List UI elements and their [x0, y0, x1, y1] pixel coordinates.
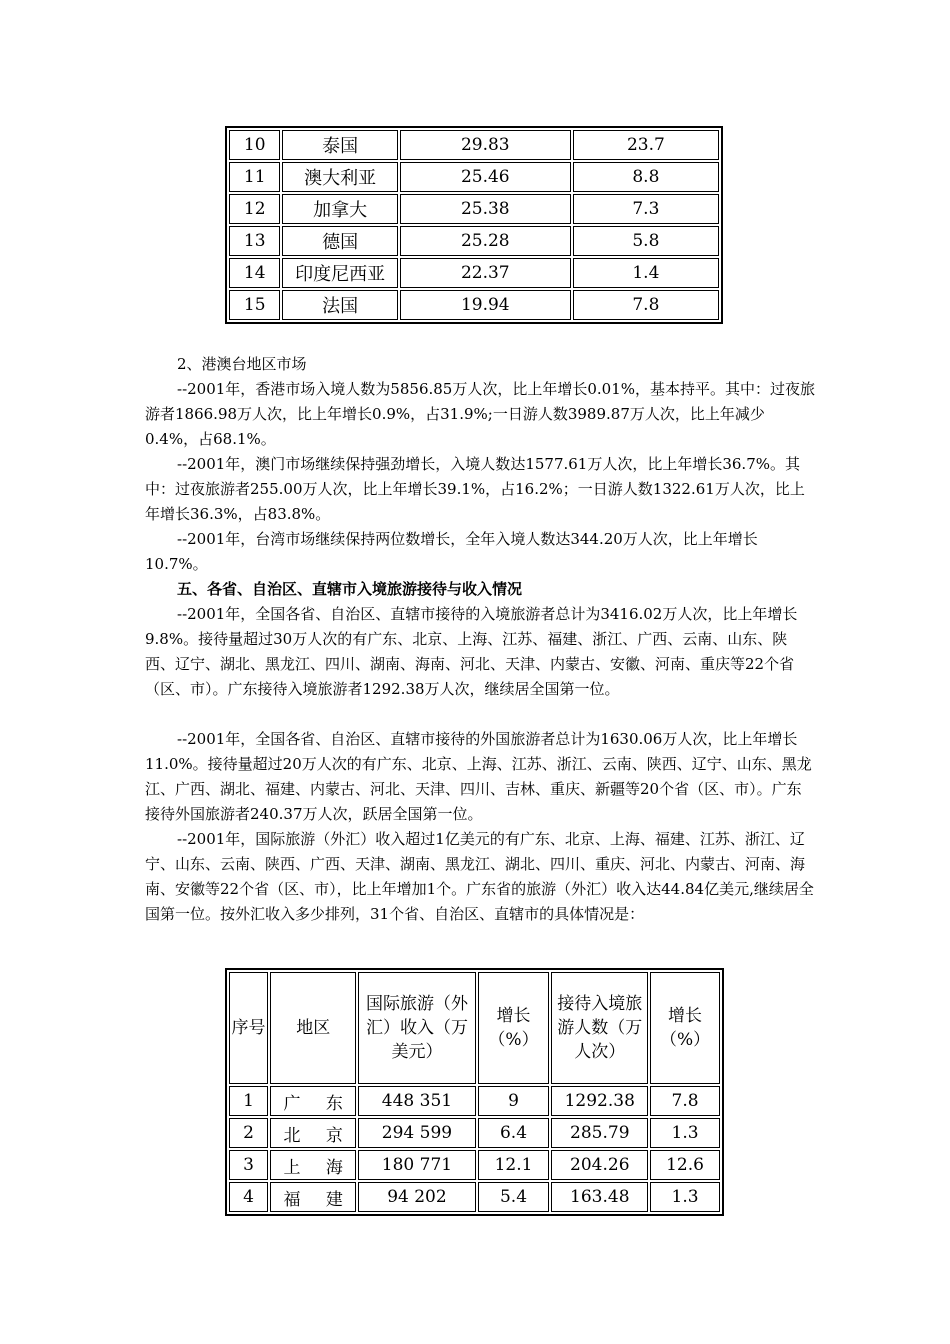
revenue-cell: 180 771: [358, 1150, 475, 1180]
visitors-cell: 29.83: [400, 130, 571, 160]
growth-cell: 7.8: [573, 290, 719, 320]
country-cell: 德国: [282, 226, 397, 256]
table-row: [229, 130, 719, 160]
header-visitor-growth: 增长（%）: [650, 972, 720, 1084]
header-visitors: 接待入境旅游人数（万人次）: [551, 972, 648, 1084]
visitors-cell: 204.26: [551, 1150, 648, 1180]
growth-cell: 23.7: [573, 130, 719, 160]
growth-cell: 5.8: [573, 226, 719, 256]
region-cell: 福 建: [270, 1182, 356, 1212]
rank-cell: 13: [229, 226, 280, 256]
macau-paragraph: --2001年，澳门市场继续保持强劲增长，入境人数达1577.61万人次，比上年增长36.7%。其中：过夜旅游者255.00万人次，比上年增长39.1%，占16.2%；一日游人数1322.61万人次，比上年增长36.3%，占83.8%。: [145, 455, 805, 523]
revenue-growth-cell: 6.4: [478, 1118, 550, 1148]
region-cell: 广 东: [270, 1086, 356, 1116]
rank-cell: 11: [229, 162, 280, 192]
index-cell: 1: [229, 1086, 268, 1116]
section-2-title: 2、港澳台地区市场: [177, 355, 307, 373]
visitors-cell: 25.28: [400, 226, 571, 256]
visitors-cell: 25.38: [400, 194, 571, 224]
growth-cell: 7.3: [573, 194, 719, 224]
country-cell: 法国: [282, 290, 397, 320]
header-index: 序号: [229, 972, 268, 1084]
visitor-growth-cell: 12.6: [650, 1150, 720, 1180]
table-row: [229, 162, 719, 192]
header-region: 地区: [270, 972, 356, 1084]
country-table: [225, 126, 723, 324]
visitors-cell: 285.79: [551, 1118, 648, 1148]
table-row: [229, 1086, 720, 1116]
taiwan-paragraph: --2001年，台湾市场继续保持两位数增长，全年入境人数达344.20万人次，比上年增长10.7%。: [145, 530, 758, 573]
revenue-paragraph: --2001年，国际旅游（外汇）收入超过1亿美元的有广东、北京、上海、福建、江苏、浙江、辽宁、山东、云南、陕西、广西、天津、湖南、黑龙江、湖北、四川、重庆、河北、内蒙古、河南、海南、安徽等22个省（区、市），比上年增加1个。广东省的旅游（外汇）收入达44.84亿美元,继续居全国第一位。按外汇收入多少排列，31个省、自治区、直辖市的具体情况是：: [145, 830, 814, 923]
table-row: [229, 258, 719, 288]
visitors-cell: 22.37: [400, 258, 571, 288]
table-row: [229, 226, 719, 256]
growth-cell: 8.8: [573, 162, 719, 192]
table-row: [229, 290, 719, 320]
foreign-paragraph: --2001年，全国各省、自治区、直辖市接待的外国旅游者总计为1630.06万人次，比上年增长11.0%。接待量超过20万人次的有广东、北京、上海、江苏、浙江、云南、陕西、辽宁、山东、黑龙江、广西、湖北、福建、内蒙古、河北、天津、四川、吉林、重庆、新疆等20个省（区、市）。广东接待外国旅游者240.37万人次，跃居全国第一位。: [145, 730, 812, 823]
growth-cell: 1.4: [573, 258, 719, 288]
table-row: [229, 1182, 720, 1212]
rank-cell: 10: [229, 130, 280, 160]
inbound-paragraph: --2001年，全国各省、自治区、直辖市接待的入境旅游者总计为3416.02万人次，比上年增长9.8%。接待量超过30万人次的有广东、北京、上海、江苏、福建、浙江、广西、云南、山东、陕西、辽宁、湖北、黑龙江、四川、湖南、海南、河北、天津、内蒙古、安徽、河南、重庆等22个省（区、市）。广东接待入境旅游者1292.38万人次，继续居全国第一位。: [145, 605, 798, 698]
province-table: [225, 968, 724, 1216]
header-revenue-growth: 增长（%）: [478, 972, 550, 1084]
section-5-heading: 五、各省、自治区、直辖市入境旅游接待与收入情况: [177, 580, 523, 598]
table-row: [229, 1118, 720, 1148]
revenue-growth-cell: 5.4: [478, 1182, 550, 1212]
index-cell: 3: [229, 1150, 268, 1180]
visitor-growth-cell: 1.3: [650, 1182, 720, 1212]
revenue-growth-cell: 9: [478, 1086, 550, 1116]
index-cell: 2: [229, 1118, 268, 1148]
visitor-growth-cell: 7.8: [650, 1086, 720, 1116]
revenue-cell: 94 202: [358, 1182, 475, 1212]
rank-cell: 12: [229, 194, 280, 224]
header-revenue: 国际旅游（外汇）收入（万美元）: [358, 972, 475, 1084]
country-cell: 泰国: [282, 130, 397, 160]
table-row: [229, 194, 719, 224]
visitor-growth-cell: 1.3: [650, 1118, 720, 1148]
index-cell: 4: [229, 1182, 268, 1212]
country-cell: 加拿大: [282, 194, 397, 224]
rank-cell: 15: [229, 290, 280, 320]
table-row: [229, 1150, 720, 1180]
visitors-cell: 19.94: [400, 290, 571, 320]
rank-cell: 14: [229, 258, 280, 288]
country-cell: 印度尼西亚: [282, 258, 397, 288]
visitors-cell: 1292.38: [551, 1086, 648, 1116]
table-header-row: [229, 972, 720, 1084]
revenue-cell: 448 351: [358, 1086, 475, 1116]
visitors-cell: 163.48: [551, 1182, 648, 1212]
visitors-cell: 25.46: [400, 162, 571, 192]
region-cell: 北 京: [270, 1118, 356, 1148]
region-cell: 上 海: [270, 1150, 356, 1180]
revenue-cell: 294 599: [358, 1118, 475, 1148]
revenue-growth-cell: 12.1: [478, 1150, 550, 1180]
country-cell: 澳大利亚: [282, 162, 397, 192]
hongkong-paragraph: --2001年，香港市场入境人数为5856.85万人次，比上年增长0.01%，基本持平。其中：过夜旅游者1866.98万人次，比上年增长0.9%，占31.9%;一日游人数3989.87万人次，比上年减少0.4%，占68.1%。: [145, 380, 815, 448]
